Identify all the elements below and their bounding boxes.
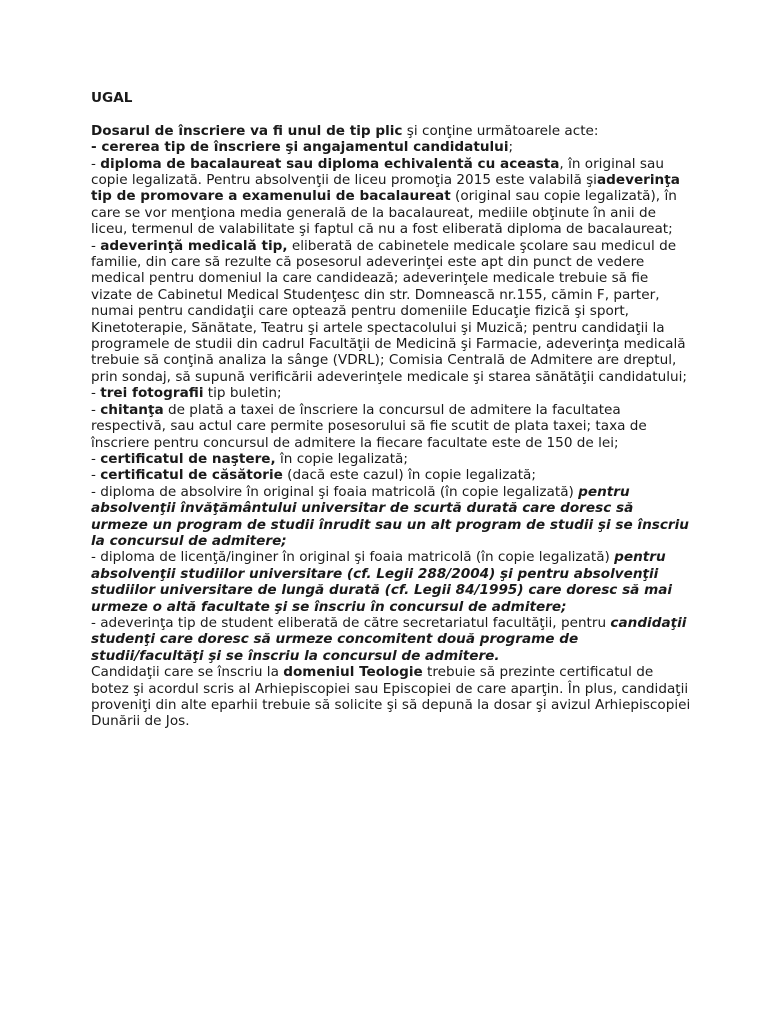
item-text: (dacă este cazul) în copie legalizată;: [282, 467, 536, 484]
intro-text: şi conţine următoarele acte:: [402, 122, 599, 139]
list-item-fotografii: [91, 385, 691, 401]
closing-text-secondary: trebuie să prezinte certificatul de botez şi acordul scris al Arhiepiscopiei sau Episcopiei de care aparţin. În plus, candidaţii proveniţi din alte eparhii trebuie să solicite şi să depună la dosar şi avizul Arhiepiscopiei Dunării de Jos.: [91, 664, 691, 730]
intro-paragraph: [91, 123, 691, 139]
item-bold: cererea tip de înscriere şi angajamentul candidatului: [101, 139, 509, 156]
item-text: - adeverinţa tip de student eliberată de către secretariatul facultăţii, pentru: [91, 614, 611, 631]
item-prefix: -: [91, 237, 101, 254]
document-heading: UGAL: [91, 90, 133, 106]
item-text: în copie legalizată;: [275, 450, 408, 467]
list-item-certificat-casatorie: [91, 467, 691, 483]
item-bold-italic: candidaţii studenţi care doresc să urmeze concomitent două programe de studii/facultăţi şi se înscriu la concursul de admitere.: [91, 614, 687, 664]
item-bold-italic: pentru absolvenţii studiilor universitare (cf. Legii 288/2004) şi pentru absolvenţii studiilor universitare de lungă durată (cf. Legii 84/1995) care doresc să mai urmeze o altă facultate şi se înscriu în concursul de admitere;: [91, 549, 673, 615]
item-prefix: -: [91, 401, 101, 418]
item-prefix: -: [91, 155, 101, 172]
item-bold-secondary: adeverinţa tip de promovare a examenului de bacalaureat: [91, 172, 680, 205]
list-item-adeverinta-student: [91, 615, 691, 664]
item-text-secondary: (original sau copie legalizată), în care se vor menţiona media generală de la bacalaureat, mediile obţinute în anii de liceu, termenul de valabilitate şi faptul că nu a fost eliberată diploma de bacalaureat;: [91, 188, 677, 238]
item-bold: trei fotografii: [100, 385, 204, 402]
closing-text: Candidaţii care se înscriu la: [91, 664, 284, 681]
item-text: de plată a taxei de înscriere la concursul de admitere la facultatea respectivă, sau actul care permite posesorului să fie scutit de plata taxei; taxa de înscriere pentru concursul de admitere la fiecare facultate este de 150 de lei;: [91, 401, 647, 451]
list-item-certificat-nastere: [91, 451, 691, 467]
list-item-diploma-licenta: [91, 549, 691, 615]
item-text: eliberată de cabinetele medicale şcolare sau medicul de familie, din care să rezulte că posesorul adeverinţei este apt din punct de vedere medical pentru domeniul la care candidează; adeverinţele medicale trebuie să fie vizate de Cabinetul Medical Studenţesc din str. Domnească nr.155, cămin F, parter, numai pentru candidaţii care optează pentru domeniile Educaţie fizică şi sport, Kinetoterapie, Sănătate, Teatru şi artele spectacolului şi Muzică; pentru candidaţii la programele de studii din cadrul Facultăţii de Medicină şi Farmacie, adeverinţa medicală trebuie să conţină analiza la sânge (VDRL); Comisia Centrală de Admitere are dreptul, prin sondaj, să supună verificării adeverinţele medicale şi starea sănătăţii candidatului;: [91, 237, 687, 385]
item-text: tip buletin;: [203, 385, 282, 402]
item-bold: adeverinţă medicală tip,: [100, 237, 288, 254]
list-item-diploma-bacalaureat: [91, 156, 691, 238]
intro-bold: Dosarul de înscriere va fi unul de tip plic: [91, 122, 403, 139]
closing-paragraph: [91, 664, 691, 730]
list-item-chitanta: [91, 402, 691, 451]
item-bold: certificatul de căsătorie: [100, 467, 283, 484]
item-bold: certificatul de naştere,: [100, 450, 276, 467]
item-prefix: -: [91, 139, 102, 156]
list-item-cerere: [91, 139, 691, 155]
list-item-diploma-absolvire: [91, 484, 691, 550]
item-text: - diploma de licenţă/inginer în original şi foaia matricolă (în copie legalizată): [91, 549, 615, 566]
item-text: - diploma de absolvire în original şi foaia matricolă (în copie legalizată): [91, 483, 579, 500]
item-prefix: -: [91, 385, 101, 402]
item-bold: chitanţa: [100, 401, 164, 418]
document-page: [91, 90, 691, 730]
item-text: , în original sau copie legalizată. Pentru absolvenţii de liceu promoţia 2015 este valabilă şi: [91, 155, 664, 189]
closing-bold: domeniul Teologie: [283, 664, 423, 681]
item-text: ;: [508, 139, 514, 156]
item-prefix: -: [91, 450, 101, 467]
item-bold-italic: pentru absolvenţii învăţământului universitar de scurtă durată care doresc să urmeze un program de studii înrudit sau un alt program de studii şi se înscriu la concursul de admitere;: [91, 483, 689, 549]
list-item-adeverinta-medicala: [91, 238, 691, 386]
item-prefix: -: [91, 467, 101, 484]
item-bold: diploma de bacalaureat sau diploma echivalentă cu aceasta: [100, 155, 560, 172]
